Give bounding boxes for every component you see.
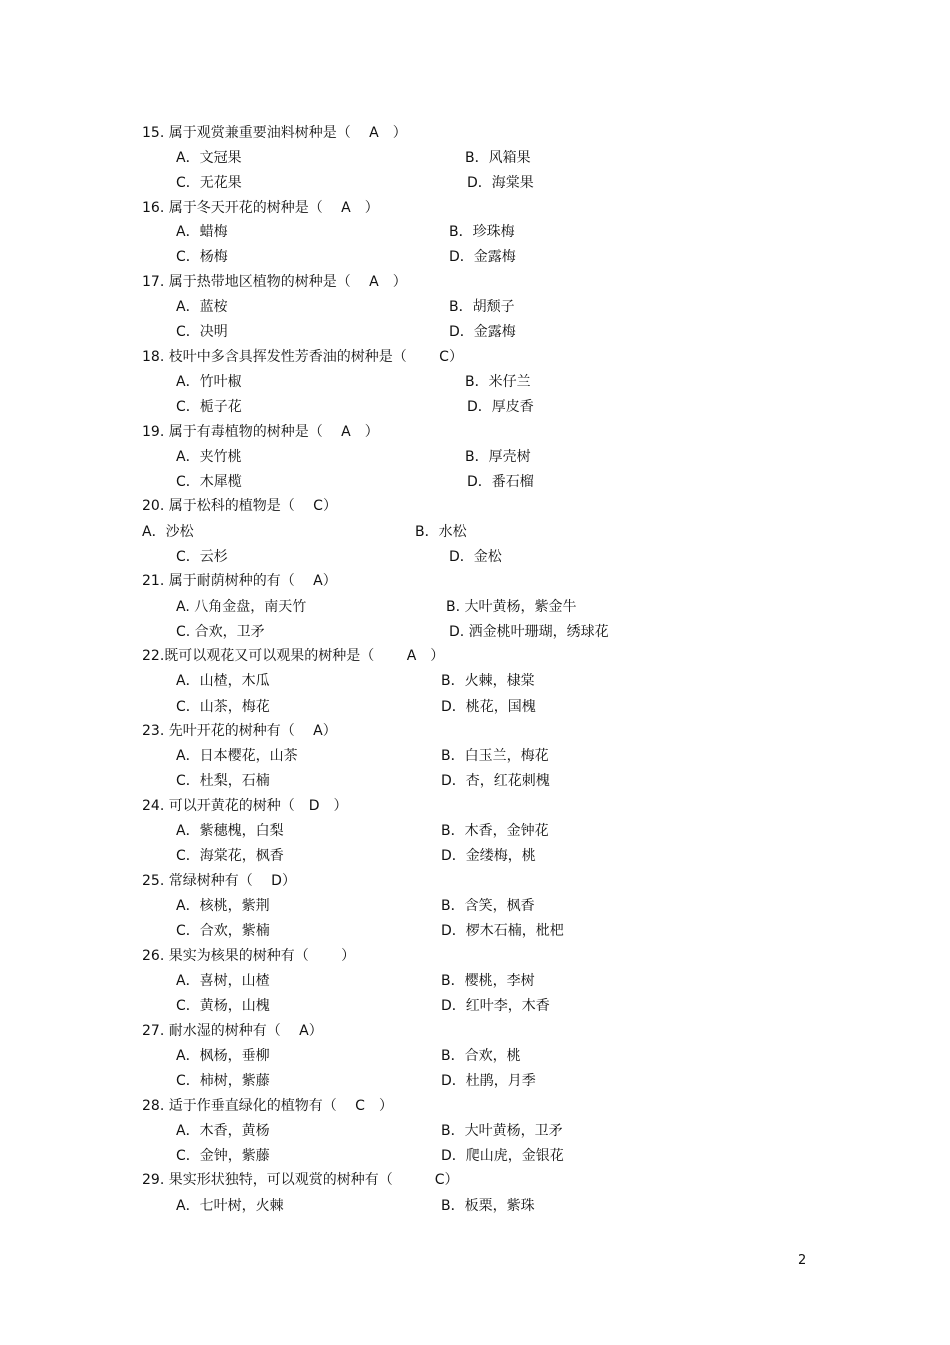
question-28-option-b: B．大叶黄杨，卫矛 [441, 1123, 563, 1139]
question-18-option-a: A．竹叶椒 [176, 374, 242, 390]
question-28-option-d: D．爬山虎，金银花 [441, 1148, 564, 1164]
question-26-option-d: D．红叶李，木香 [441, 998, 550, 1014]
question-20-option-a: A．沙松 [142, 524, 194, 540]
question-18-option-d: D．厚皮香 [467, 399, 534, 415]
question-27-option-b: B．合欢，桃 [441, 1048, 521, 1064]
question-28-option-c: C．金钟，紫藤 [176, 1148, 270, 1164]
question-18-stem: 18. 枝叶中多含具挥发性芳香油的树种是（ C） [142, 349, 463, 365]
question-20-option-d: D．金松 [449, 549, 502, 565]
question-16-option-a: A．蜡梅 [176, 224, 228, 240]
question-24-option-d: D．金缕梅，桃 [441, 848, 536, 864]
question-17-option-a: A．蓝桉 [176, 299, 228, 315]
question-26-option-a: A．喜树，山楂 [176, 973, 270, 989]
question-25-option-c: C．合欢，紫楠 [176, 923, 270, 939]
page-number: 2 [798, 1253, 807, 1268]
question-15-option-b: B．风箱果 [465, 150, 531, 166]
question-23-option-c: C．杜梨，石楠 [176, 773, 270, 789]
question-22-stem: 22.既可以观花又可以观果的树种是（ A ） [142, 648, 445, 664]
question-26-option-b: B．樱桃，李树 [441, 973, 535, 989]
question-22-option-d: D．桃花，国槐 [441, 699, 536, 715]
question-27-stem: 27. 耐水湿的树种有（ A） [142, 1023, 323, 1039]
question-19-option-b: B．厚壳树 [465, 449, 531, 465]
question-24-option-a: A．紫穗槐，白梨 [176, 823, 284, 839]
question-19-option-a: A．夹竹桃 [176, 449, 242, 465]
question-24-option-c: C．海棠花，枫香 [176, 848, 284, 864]
question-22-option-b: B．火棘，棣棠 [441, 673, 535, 689]
question-20-option-b: B．水松 [415, 524, 467, 540]
question-18-option-c: C．栀子花 [176, 399, 242, 415]
question-21-option-d: D. 洒金桃叶珊瑚，绣球花 [449, 624, 609, 640]
question-29-option-a: A．七叶树，火棘 [176, 1198, 284, 1214]
question-15-option-d: D．海棠果 [467, 175, 534, 191]
question-26-stem: 26. 果实为核果的树种有（ ） [142, 948, 356, 964]
question-21-option-b: B. 大叶黄杨，紫金牛 [446, 599, 577, 615]
question-24-option-b: B．木香，金钟花 [441, 823, 549, 839]
question-17-option-b: B．胡颓子 [449, 299, 515, 315]
question-21-option-c: C. 合欢，卫矛 [176, 624, 265, 640]
question-17-option-d: D．金露梅 [449, 324, 516, 340]
question-27-option-c: C．柿树，紫藤 [176, 1073, 270, 1089]
question-26-option-c: C．黄杨，山槐 [176, 998, 270, 1014]
question-15-option-c: C．无花果 [176, 175, 242, 191]
question-25-option-d: D．椤木石楠，枇杷 [441, 923, 564, 939]
question-16-option-c: C．杨梅 [176, 249, 228, 265]
question-20-option-c: C．云杉 [176, 549, 228, 565]
question-28-stem: 28. 适于作垂直绿化的植物有（ C ） [142, 1098, 393, 1114]
question-23-stem: 23. 先叶开花的树种有（ A） [142, 723, 337, 739]
question-23-option-a: A．日本樱花，山茶 [176, 748, 298, 764]
question-28-option-a: A．木香，黄杨 [176, 1123, 270, 1139]
question-15-option-a: A．文冠果 [176, 150, 242, 166]
question-19-stem: 19. 属于有毒植物的树种是（ A ） [142, 424, 379, 440]
question-19-option-c: C．木犀榄 [176, 474, 242, 490]
question-15-stem: 15. 属于观赏兼重要油料树种是（ A ） [142, 125, 407, 141]
question-22-option-c: C．山茶，梅花 [176, 699, 270, 715]
question-29-stem: 29. 果实形状独特，可以观赏的树种有（ C） [142, 1172, 459, 1188]
question-17-option-c: C．决明 [176, 324, 228, 340]
question-23-option-d: D．杏，红花刺槐 [441, 773, 550, 789]
question-17-stem: 17. 属于热带地区植物的树种是（ A ） [142, 274, 407, 290]
question-25-option-b: B．含笑，枫香 [441, 898, 535, 914]
question-19-option-d: D．番石榴 [467, 474, 534, 490]
question-21-option-a: A. 八角金盘，南天竹 [176, 599, 307, 615]
question-16-option-b: B．珍珠梅 [449, 224, 515, 240]
question-23-option-b: B．白玉兰，梅花 [441, 748, 549, 764]
question-21-stem: 21. 属于耐荫树种的有（ A） [142, 573, 337, 589]
question-25-option-a: A．核桃，紫荆 [176, 898, 270, 914]
question-20-stem: 20. 属于松科的植物是（ C） [142, 498, 337, 514]
question-16-option-d: D．金露梅 [449, 249, 516, 265]
question-27-option-d: D．杜鹃，月季 [441, 1073, 536, 1089]
question-25-stem: 25. 常绿树种有（ D） [142, 873, 296, 889]
question-27-option-a: A．枫杨，垂柳 [176, 1048, 270, 1064]
question-16-stem: 16. 属于冬天开花的树种是（ A ） [142, 200, 379, 216]
question-29-option-b: B．板栗，紫珠 [441, 1198, 535, 1214]
question-18-option-b: B．米仔兰 [465, 374, 531, 390]
question-22-option-a: A．山楂，木瓜 [176, 673, 270, 689]
question-24-stem: 24. 可以开黄花的树种（ D ） [142, 798, 348, 814]
